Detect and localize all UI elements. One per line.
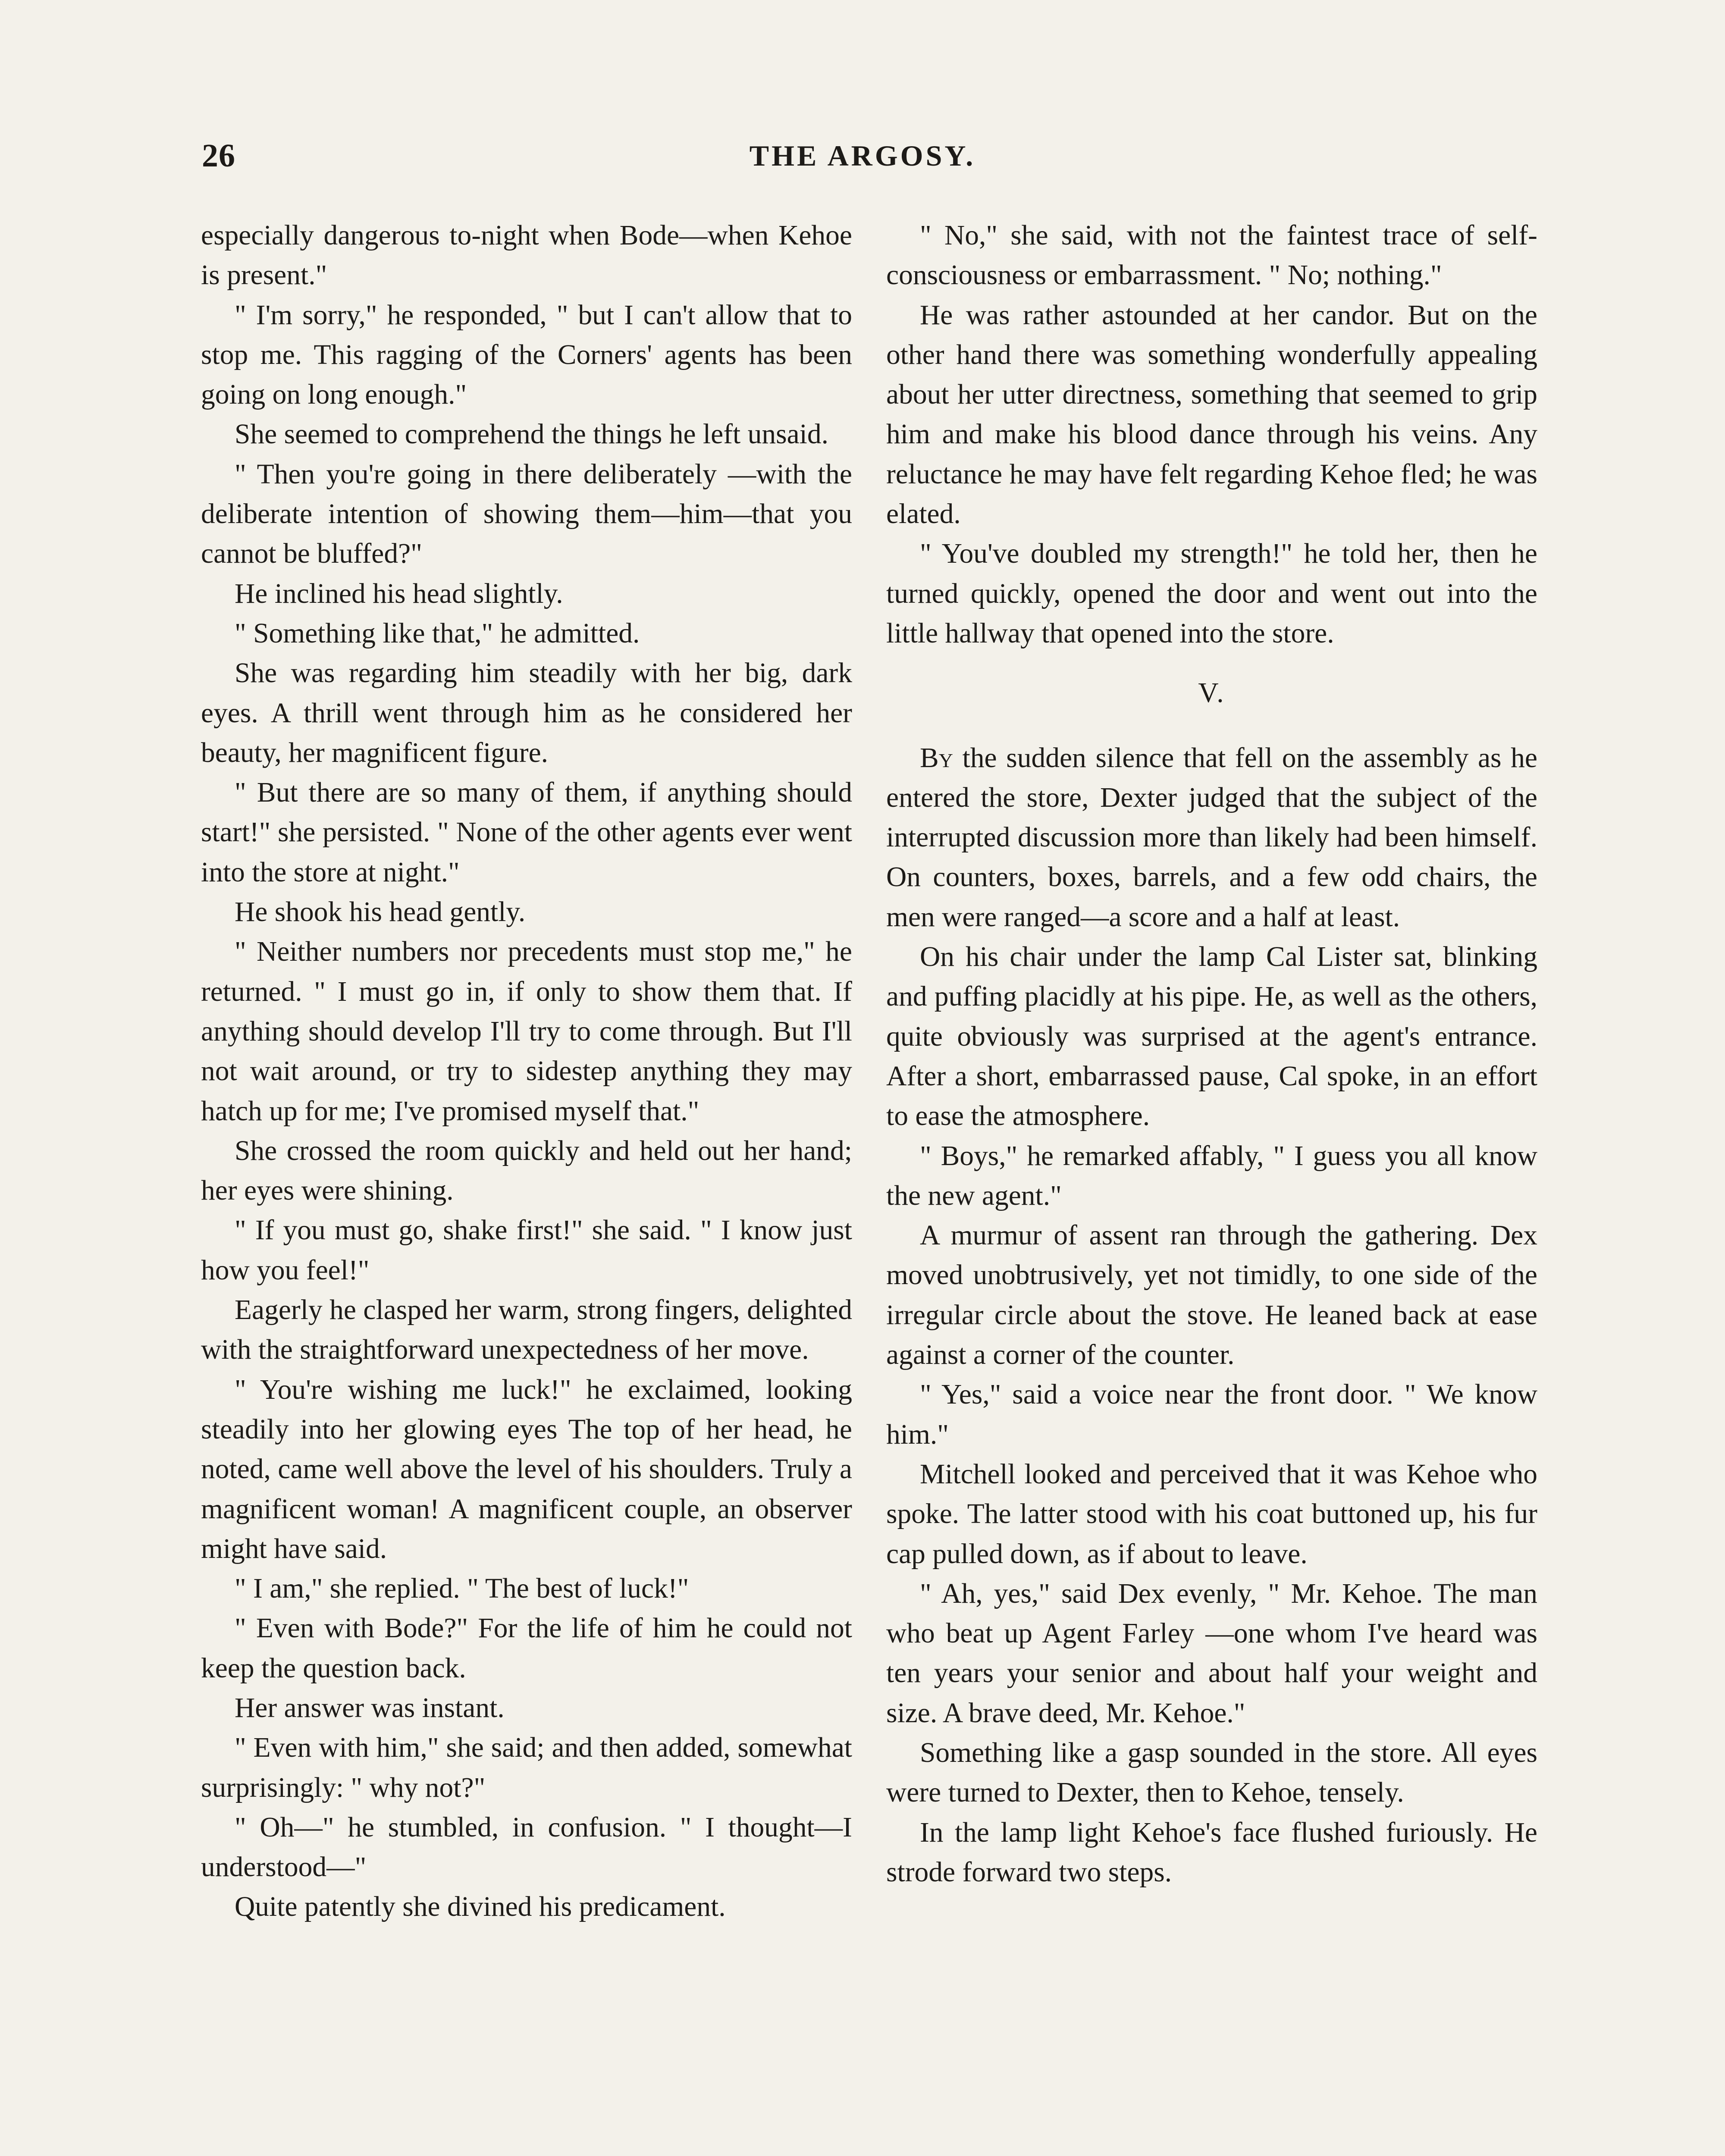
- paragraph: She crossed the room quickly and held out her hand; her eyes were shining.: [201, 1135, 852, 1206]
- paragraph: " Oh—" he stumbled, in confusion. " I thought—I understood—": [201, 1811, 852, 1883]
- paragraph: Something like a gasp sounded in the store. All eyes were turned to Dexter, then to Kehoe, tensely.: [886, 1737, 1537, 1808]
- paragraph: Quite patently she divined his predicament.: [235, 1891, 726, 1923]
- paragraph: Mitchell looked and perceived that it was Kehoe who spoke. The latter stood with his coat buttoned up, his fur cap pulled down, as if about to leave.: [886, 1458, 1537, 1570]
- right-column: [886, 216, 1537, 1892]
- paragraph: On his chair under the lamp Cal Lister sat, blinking and puffing placidly at his pipe. He, as well as the others, quite obviously was surprised at the agent's entrance. After a short, embarrassed pause, Cal spoke, in an effort to ease the atmosphere.: [886, 941, 1537, 1132]
- paragraph: " You're wishing me luck!" he exclaimed, looking steadily into her glowing eyes The top of her head, he noted, came well above the level of his shoulders. Truly a magnificent woman! A magnificent couple, an observer might have said.: [201, 1374, 852, 1564]
- paragraph: Eagerly he clasped her warm, strong fingers, delighted with the straightforward unexpectedness of her move.: [201, 1294, 852, 1366]
- section-number: V.: [1198, 677, 1226, 709]
- paragraph: " Boys," he remarked affably, " I guess you all know the new agent.": [886, 1140, 1537, 1211]
- paragraph: " If you must go, shake first!" she said. " I know just how you feel!": [201, 1215, 852, 1286]
- paragraph: " Ah, yes," said Dex evenly, " Mr. Kehoe. The man who beat up Agent Farley —one whom I've heard was ten years your senior and about half your weight and size. A brave deed, Mr. Kehoe.": [886, 1578, 1537, 1729]
- paragraph: He was rather astounded at her candor. But on the other hand there was something wonderfully appealing about her utter directness, something that seemed to grip him and make his blood dance through his veins. Any reluctance he may have felt regarding Kehoe fled; he was elated.: [886, 299, 1537, 530]
- left-column: [201, 216, 852, 1927]
- paragraph: Her answer was instant.: [235, 1692, 505, 1724]
- paragraph: especially dangerous to-night when Bode—when Kehoe is present.": [201, 220, 852, 291]
- paragraph: She seemed to comprehend the things he left unsaid.: [235, 419, 828, 450]
- page-number: 26: [202, 138, 235, 174]
- paragraph: " No," she said, with not the faintest trace of self-consciousness or embarrassment. " No; nothing.": [886, 220, 1537, 291]
- paragraph: He shook his head gently.: [235, 896, 526, 928]
- paragraph: " I'm sorry," he responded, " but I can't allow that to stop me. This ragging of the Corners' agents has been going on long enough.": [201, 299, 852, 411]
- paragraph: He inclined his head slightly.: [235, 578, 563, 609]
- paragraph: " Even with Bode?" For the life of him he could not keep the question back.: [201, 1613, 852, 1684]
- paragraph: " But there are so many of them, if anything should start!" she persisted. " None of the other agents ever went into the store at night.": [201, 777, 852, 888]
- running-head: THE ARGOSY.: [749, 139, 976, 172]
- paragraph: " Even with him," she said; and then added, somewhat surprisingly: " why not?": [201, 1732, 852, 1803]
- opening-text: the sudden silence that fell on the assembly as he entered the store, Dexter judged that the subject of the interrupted discussion more than likely had been himself. On counters, boxes, barrels, and a few odd chairs, the men were ranged—a score and a half at least.: [886, 742, 1537, 933]
- paragraph: In the lamp light Kehoe's face flushed furiously. He strode forward two steps.: [886, 1817, 1537, 1888]
- paragraph: " Then you're going in there deliberately —with the deliberate intention of showing them—him—that you cannot be bluffed?": [201, 458, 852, 570]
- paragraph: She was regarding him steadily with her big, dark eyes. A thrill went through him as he considered her beauty, her magnificent figure.: [201, 658, 852, 768]
- paragraph: " Something like that," he admitted.: [235, 617, 640, 649]
- paragraph: " Yes," said a voice near the front door. " We know him.": [886, 1379, 1537, 1450]
- paragraph: " Neither numbers nor precedents must stop me," he returned. " I must go in, if only to show them that. If anything should develop I'll try to come through. But I'll not wait around, or try to sidestep anything they may hatch up for me; I've promised myself that.": [201, 936, 852, 1127]
- opening-small-caps: By: [920, 742, 953, 774]
- section-opening-paragraph: [886, 738, 1537, 937]
- paragraph: " I am," she replied. " The best of luck!": [235, 1573, 689, 1604]
- paragraph: " You've doubled my strength!" he told her, then he turned quickly, opened the door and went out into the little hallway that opened into the store.: [886, 538, 1537, 649]
- paragraph: A murmur of assent ran through the gathering. Dex moved unobtrusively, yet not timidly, to one side of the irregular circle about the stove. He leaned back at ease against a corner of the counter.: [886, 1220, 1537, 1371]
